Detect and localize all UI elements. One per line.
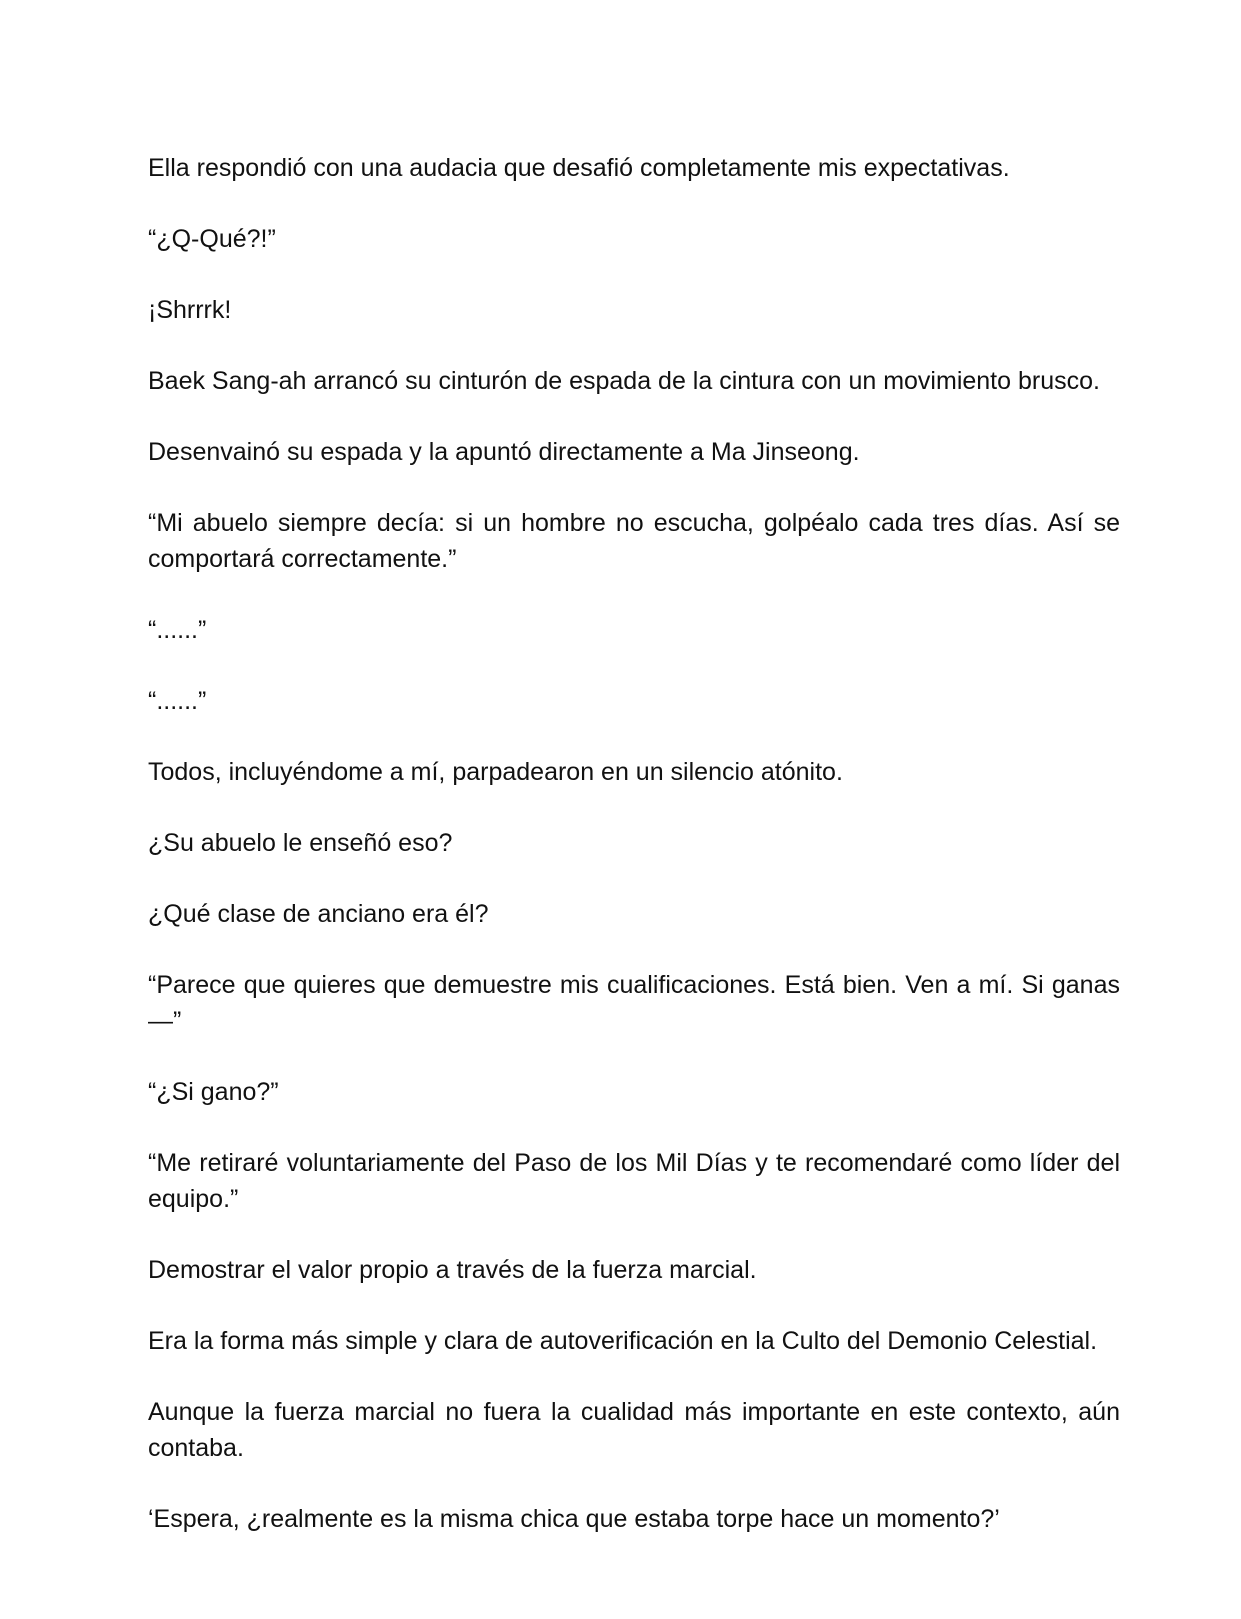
paragraph: Aunque la fuerza marcial no fuera la cualidad más importante en este contexto, aún contaba. (148, 1398, 1120, 1462)
paragraph: ¿Su abuelo le enseñó eso? (148, 829, 453, 857)
paragraph: “......” (148, 687, 207, 715)
paragraph: “Mi abuelo siempre decía: si un hombre no escucha, golpéalo cada tres días. Así se comportará correctamente.” (148, 509, 1120, 573)
paragraph: “Me retiraré voluntariamente del Paso de los Mil Días y te recomendaré como líder del equipo.” (148, 1149, 1120, 1213)
paragraph: “¿Si gano?” (148, 1078, 279, 1106)
paragraph: ¿Qué clase de anciano era él? (148, 900, 489, 928)
paragraph: Baek Sang-ah arrancó su cinturón de espada de la cintura con un movimiento brusco. (148, 367, 1100, 395)
paragraph: Desenvainó su espada y la apuntó directamente a Ma Jinseong. (148, 438, 860, 466)
paragraph: ‘Espera, ¿realmente es la misma chica que estaba torpe hace un momento?’ (148, 1505, 1000, 1533)
paragraph: Todos, incluyéndome a mí, parpadearon en un silencio atónito. (148, 758, 843, 786)
text-body (148, 150, 1120, 1572)
paragraph: Ella respondió con una audacia que desafió completamente mis expectativas. (148, 154, 1010, 182)
paragraph: “......” (148, 616, 207, 644)
paragraph: “Parece que quieres que demuestre mis cualificaciones. Está bien. Ven a mí. Si ganas—” (148, 971, 1120, 1035)
paragraph: ¡Shrrrk! (148, 296, 232, 324)
paragraph: “¿Q-Qué?!” (148, 225, 276, 253)
paragraph: Demostrar el valor propio a través de la fuerza marcial. (148, 1256, 757, 1284)
paragraph: Era la forma más simple y clara de autoverificación en la Culto del Demonio Celestial. (148, 1327, 1098, 1355)
